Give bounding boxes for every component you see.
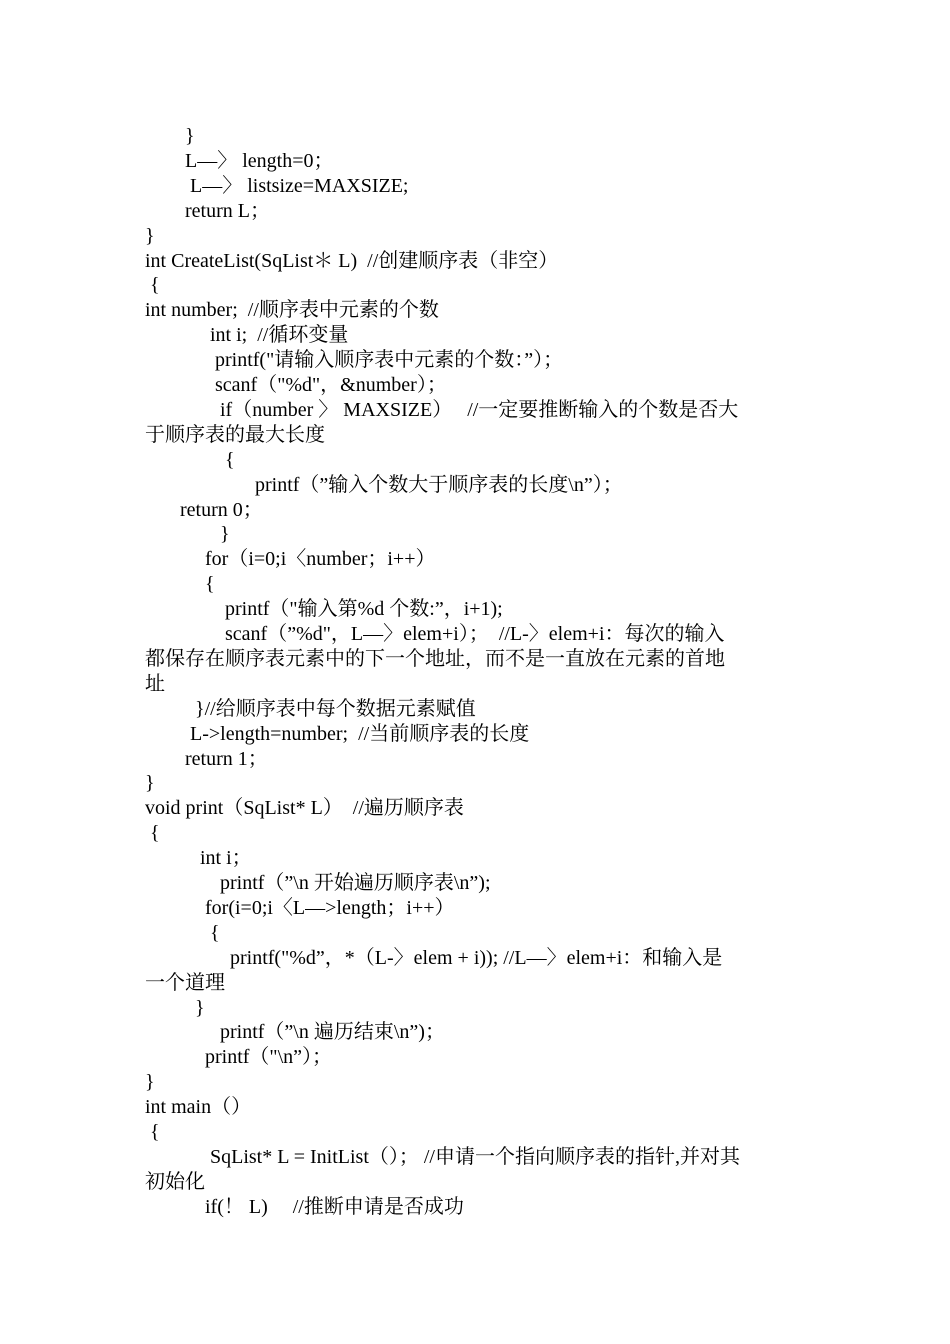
code-line: return 1； bbox=[145, 747, 268, 770]
code-line: if(！ L) //推断申请是否成功 bbox=[145, 1195, 464, 1218]
code-line: 一个道理 bbox=[145, 971, 225, 994]
code-line: } bbox=[145, 996, 205, 1019]
code-line: int i; //循环变量 bbox=[145, 324, 349, 347]
code-line: } bbox=[145, 224, 155, 247]
code-line: { bbox=[145, 1121, 160, 1143]
code-line: { bbox=[145, 448, 235, 471]
code-line: printf("请输入顺序表中元素的个数：”）； bbox=[145, 349, 564, 372]
code-line: printf（"输入第%d 个数:”，i+1); bbox=[145, 598, 503, 621]
code-line: scanf（”%d"，L—〉elem+i）； //L-〉elem+i：每次的输入 bbox=[145, 623, 725, 645]
code-line: if（number 〉 MAXSIZE） //一定要推断输入的个数是否大 bbox=[145, 398, 739, 421]
code-line: } bbox=[145, 125, 195, 147]
code-line: int CreateList(SqList＊ L) //创建顺序表（非空） bbox=[145, 249, 559, 272]
code-line: { bbox=[145, 274, 160, 297]
code-line: printf（”\n 开始遍历顺序表\n”); bbox=[145, 872, 491, 894]
code-line: L—〉 listsize=MAXSIZE; bbox=[145, 174, 409, 197]
code-line: } bbox=[145, 523, 230, 546]
code-line: for(i=0;i〈L—>length；i++） bbox=[145, 896, 455, 919]
code-line: void print（SqList* L） //遍历顺序表 bbox=[145, 797, 464, 820]
code-line: for（i=0;i〈number；i++） bbox=[145, 548, 436, 571]
code-line: scanf（"%d"，&number）； bbox=[145, 374, 447, 396]
code-line: int number; //顺序表中元素的个数 bbox=[145, 299, 439, 322]
code-line: printf("%d”，*（L-〉elem + i)); //L—〉elem+i：和输入是 bbox=[145, 946, 723, 969]
code-line: return L； bbox=[145, 199, 270, 222]
code-line: return 0； bbox=[145, 498, 263, 521]
code-line: 初始化 bbox=[145, 1170, 205, 1193]
code-line: { bbox=[145, 921, 220, 944]
code-line: }//给顺序表中每个数据元素赋值 bbox=[145, 697, 476, 720]
code-line: printf（”\n 遍历结束\n”)； bbox=[145, 1021, 445, 1044]
code-line: int i； bbox=[145, 847, 252, 870]
code-line: } bbox=[145, 772, 155, 795]
code-line: 址 bbox=[145, 672, 165, 695]
code-line: L->length=number; //当前顺序表的长度 bbox=[145, 722, 530, 745]
code-line: 都保存在顺序表元素中的下一个地址，而不是一直放在元素的首地 bbox=[145, 647, 725, 670]
code-line: 于顺序表的最大长度 bbox=[145, 423, 325, 446]
code-line: SqList* L = InitList（）； //申请一个指向顺序表的指针,并对其 bbox=[145, 1145, 740, 1168]
code-line: } bbox=[145, 1071, 155, 1094]
code-line: printf（”输入个数大于顺序表的长度\n”）； bbox=[145, 473, 623, 496]
code-line: L—〉 length=0； bbox=[145, 149, 334, 172]
code-line: printf（"\n”）； bbox=[145, 1046, 333, 1069]
code-line: { bbox=[145, 573, 215, 596]
code-line: { bbox=[145, 822, 160, 845]
code-line: int main（） bbox=[145, 1096, 252, 1119]
